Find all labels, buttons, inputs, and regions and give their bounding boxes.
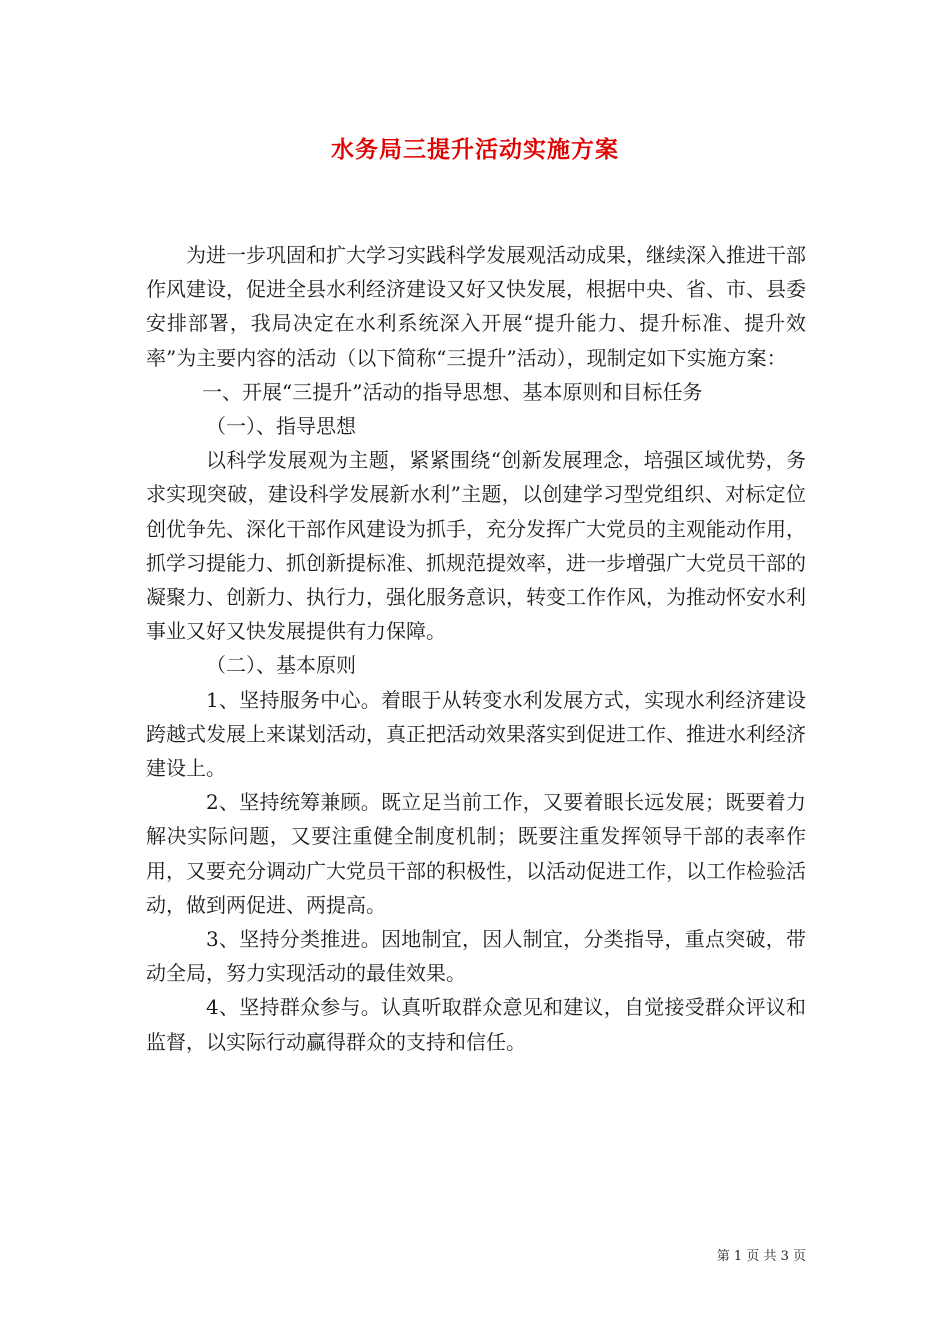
subsection-heading-basic-principles: （二）、基本原则 — [206, 653, 356, 678]
document-title: 水务局三提升活动实施方案 — [331, 136, 619, 163]
principle-paragraph-2: 2、坚持统筹兼顾。既立足当前工作，又要着眼长远发展；既要着力解决实际问题，又要注重健全制度机制；既要注重发挥领导干部的表率作用，又要充分调动广大党员干部的积极性，以活动促进工作，以工作检验活动，做到两促进、两提高。 — [146, 790, 806, 917]
intro-paragraph: 为进一步巩固和扩大学习实践科学发展观活动成果，继续深入推进干部作风建设，促进全县水利经济建设又好又快发展，根据中央、省、市、县委安排部署，我局决定在水利系统深入开展“提升能力、提升标准、提升效率”为主要内容的活动（以下简称“三提升”活动），现制定如下实施方案： — [146, 243, 806, 370]
section-heading-1: 一、开展“三提升”活动的指导思想、基本原则和目标任务 — [202, 379, 703, 404]
page-number-footer: 第 1 页 共 3 页 — [716, 1249, 806, 1264]
principle-paragraph-3: 3、坚持分类推进。因地制宜，因人制宜，分类指导，重点突破，带动全局，努力实现活动的最佳效果。 — [146, 927, 806, 986]
principle-paragraph-1: 1、坚持服务中心。着眼于从转变水利发展方式，实现水利经济建设跨越式发展上来谋划活动，真正把活动效果落实到促进工作、推进水利经济建设上。 — [146, 687, 806, 781]
subsection-heading-guiding-ideology: （一）、指导思想 — [206, 414, 356, 439]
document-body — [146, 238, 806, 1059]
principle-paragraph-4: 4、坚持群众参与。认真听取群众意见和建议，自觉接受群众评议和监督，以实际行动赢得群众的支持和信任。 — [146, 995, 806, 1054]
guiding-ideology-paragraph: 以科学发展观为主题，紧紧围绕“创新发展理念，培强区域优势，务求实现突破，建设科学发展新水利”主题，以创建学习型党组织、对标定位创优争先、深化干部作风建设为抓手，充分发挥广大党员的主观能动作用，抓学习提能力、抓创新提标准、抓规范提效率，进一步增强广大党员干部的凝聚力、创新力、执行力，强化服务意识，转变工作作风，为推动怀安水利事业又好又快发展提供有力保障。 — [146, 448, 806, 644]
